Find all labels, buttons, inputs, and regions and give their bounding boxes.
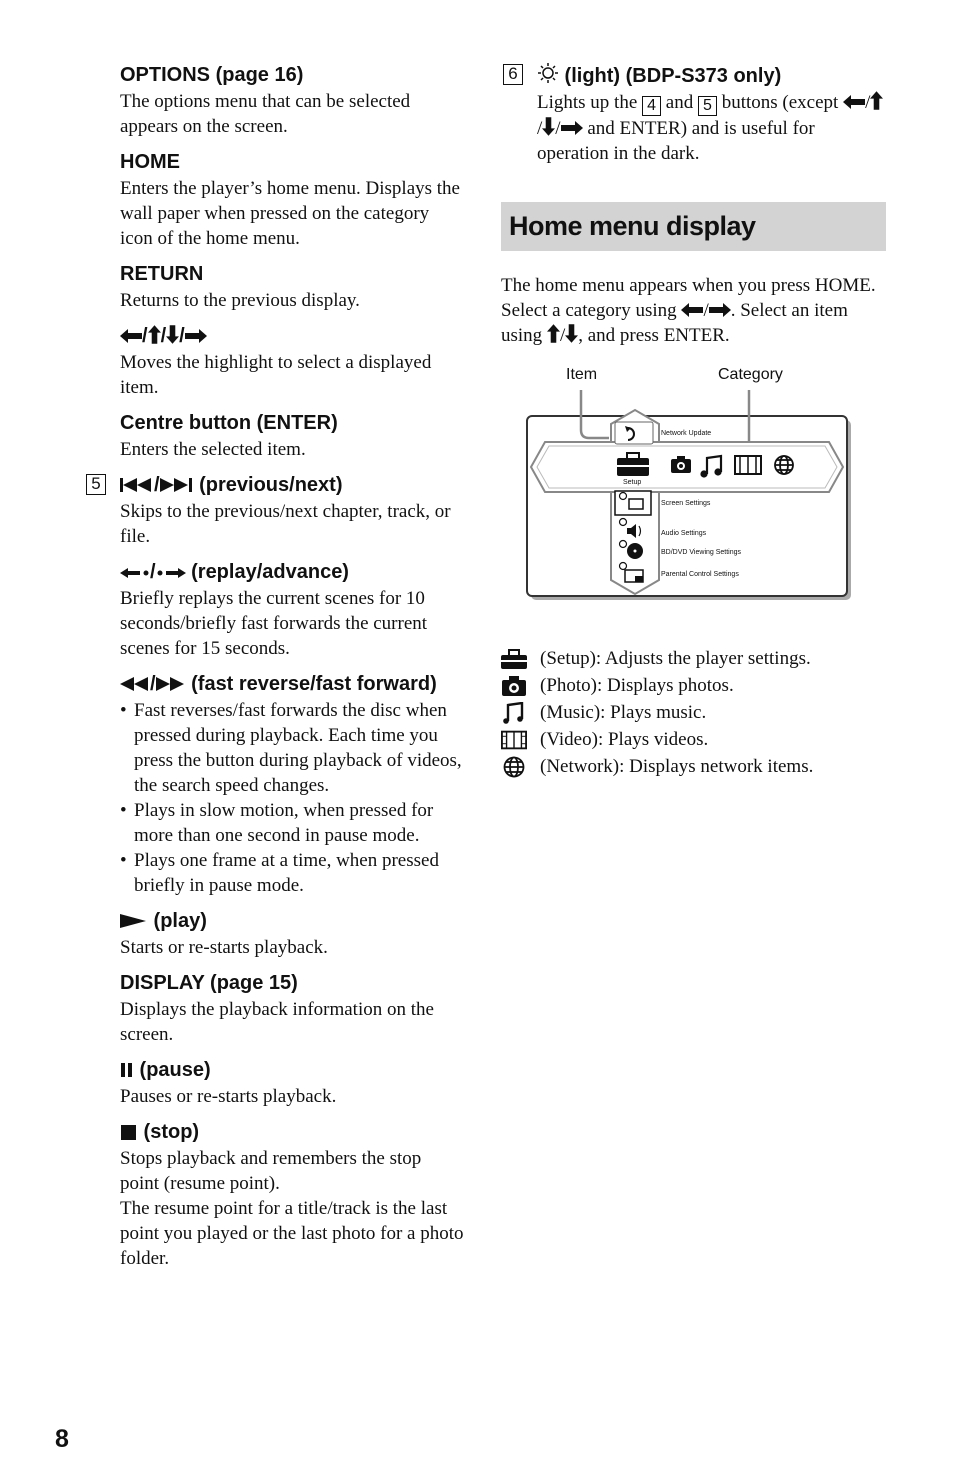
next-icon: [160, 477, 194, 493]
replay-heading: / (replay/advance): [120, 559, 465, 586]
arrow-left-icon: [120, 328, 142, 344]
display-heading: DISPLAY (page 15): [120, 972, 298, 994]
section-title-bar: [501, 202, 886, 251]
arrow-up-icon: [148, 325, 161, 344]
legend-text-music: (Music): Plays music.: [540, 702, 707, 723]
play-text: Starts or re-starts playback.: [120, 937, 328, 958]
arrow-up-icon: [547, 324, 560, 343]
play-icon: [120, 913, 148, 929]
stop-icon: [120, 1124, 138, 1140]
network-update-label: Network Update: [661, 430, 712, 437]
legend-text-setup: (Setup): Adjusts the player settings.: [540, 648, 811, 669]
stop-heading: (stop): [120, 1119, 465, 1146]
replay-text: Briefly replays the current scenes for 10 seconds/briefly fast forwards the current scenes for 15 seconds.: [120, 588, 428, 659]
home-text: Enters the player’s home menu. Displays the wall paper when pressed on the category icon of the home menu.: [120, 178, 460, 249]
fast-reverse-icon: [120, 676, 150, 692]
prevnext-heading: / (previous/next): [120, 472, 465, 499]
fast-bullet-2: • Plays in slow motion, when pressed for more than one second in pause mode.: [120, 798, 465, 848]
arrow-right-icon: [709, 302, 731, 318]
film-icon: [501, 730, 527, 750]
light-section: [501, 62, 886, 166]
light-heading: (light) (BDP-S373 only): [537, 62, 886, 90]
right-column: [501, 62, 886, 348]
arrows-section: [120, 323, 465, 400]
refresh-icon: [615, 422, 653, 444]
home-section: [120, 149, 465, 251]
play-section: [120, 908, 465, 960]
arrow-up-icon: [870, 91, 883, 110]
screen-settings-label: Screen Settings: [661, 500, 711, 507]
legend-item-network: [501, 753, 886, 780]
fast-forward-icon: [156, 676, 186, 692]
arrow-down-icon: [565, 324, 578, 343]
options-section: [120, 62, 465, 139]
advance-icon: [156, 566, 186, 580]
centre-heading: Centre button (ENTER): [120, 412, 338, 434]
arrow-left-icon: [681, 302, 703, 318]
arrow-down-icon: [542, 117, 555, 136]
arrow-right-icon: [185, 328, 207, 344]
home-menu-diagram: [501, 358, 886, 618]
legend-text-video: (Video): Plays videos.: [540, 729, 709, 750]
return-section: [120, 261, 465, 313]
return-heading: RETURN: [120, 263, 204, 285]
arrow-left-icon: [843, 94, 865, 110]
display-section: [120, 970, 465, 1047]
screen-settings-icon: [615, 491, 651, 515]
legend-text-network: (Network): Displays network items.: [540, 756, 814, 777]
pause-text: Pauses or re-starts playback.: [120, 1086, 337, 1107]
light-bulb-icon: [537, 62, 559, 84]
stop-text-2: The resume point for a title/track is the last point you played or the last photo for a photo folder.: [120, 1198, 464, 1269]
prevnext-text: Skips to the previous/next chapter, track, or file.: [120, 501, 451, 547]
audio-settings-label: Audio Settings: [661, 530, 707, 537]
options-heading: OPTIONS (page 16): [120, 64, 304, 86]
pause-section: [120, 1057, 465, 1109]
centre-section: [120, 410, 465, 462]
camera-icon: [502, 676, 526, 696]
item-number-4-inline: 4: [642, 96, 661, 116]
replay-icon: [120, 566, 150, 580]
stop-text: Stops playback and remembers the stop point (resume point).: [120, 1148, 422, 1194]
pause-icon: [120, 1062, 134, 1078]
fast-section: [120, 671, 465, 898]
left-column: [91, 62, 465, 1281]
globe-icon: [503, 756, 525, 778]
bd-dvd-settings-label: BD/DVD Viewing Settings: [661, 549, 742, 556]
display-text: Displays the playback information on the screen.: [120, 999, 434, 1045]
item-number-6: 6: [503, 64, 523, 85]
light-text: Lights up the 4 and 5 buttons (except // / and ENTER) and is useful for operation in the dark.: [537, 90, 886, 166]
label-item: Item: [566, 366, 598, 383]
arrows-heading: / / /: [120, 323, 465, 350]
legend-item-video: [501, 726, 886, 753]
section-title: Home menu display: [509, 211, 756, 241]
fast-heading: / (fast reverse/fast forward): [120, 671, 465, 698]
legend-item-photo: [501, 672, 886, 699]
arrow-right-icon: [561, 120, 583, 136]
centre-text: Enters the selected item.: [120, 439, 306, 460]
legend-item-setup: [501, 645, 886, 672]
fast-bullet-1: • Fast reverses/fast forwards the disc when pressed during playback. Each time you press the button during playback of videos, the search speed changes.: [120, 698, 465, 798]
arrow-down-icon: [166, 325, 179, 344]
parental-settings-label: Parental Control Settings: [661, 571, 739, 578]
options-text: The options menu that can be selected appears on the screen.: [120, 91, 411, 137]
return-text: Returns to the previous display.: [120, 290, 360, 311]
pause-heading: (pause): [120, 1057, 465, 1084]
home-heading: HOME: [120, 151, 180, 173]
home-menu-intro: The home menu appears when you press HOME. Select a category using / . Select an item using / , and press ENTER.: [501, 275, 876, 346]
prevnext-section: [91, 472, 465, 549]
item-number-5-inline: 5: [698, 96, 717, 116]
stop-section: [120, 1119, 465, 1271]
arrows-text: Moves the highlight to select a displayed item.: [120, 352, 432, 398]
fast-bullet-3: • Plays one frame at a time, when pressed briefly in pause mode.: [120, 848, 465, 898]
category-legend: [501, 645, 886, 780]
play-heading: (play): [120, 908, 465, 935]
legend-text-photo: (Photo): Displays photos.: [540, 675, 734, 696]
label-category: Category: [718, 366, 783, 383]
toolbox-icon: [501, 649, 527, 669]
previous-icon: [120, 477, 154, 493]
item-number-5: 5: [86, 474, 106, 495]
music-note-icon: [503, 702, 525, 724]
page-number: 8: [55, 1425, 69, 1453]
setup-caption: Setup: [623, 479, 642, 486]
legend-item-music: [501, 699, 886, 726]
replay-section: [120, 559, 465, 661]
